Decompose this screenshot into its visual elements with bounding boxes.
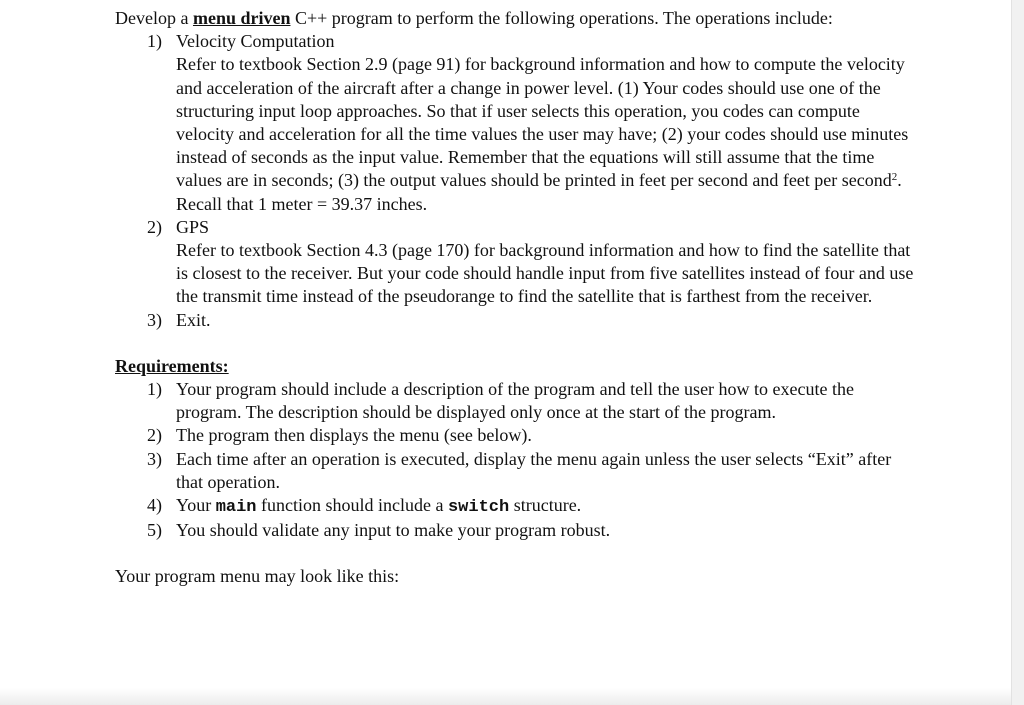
code-switch: switch [447,498,510,518]
requirement-number: 2) [147,425,162,446]
requirement-text [176,495,582,518]
requirement-number: 4) [147,495,162,516]
operation-number: 1) [147,31,162,52]
operation-item-velocity [115,30,915,216]
requirement-number: 1) [147,379,162,400]
requirement-text-pre: Your [176,495,216,516]
closing-line: Your program menu may look like this: [115,566,400,587]
intro-emphasis: menu driven [192,8,291,28]
operation-description: Refer to textbook Section 4.3 (page 170) for background information and how to find the satellite that is closest to the receiver. But your code should handle input from five satellites instead of four and use the transmit time instead of the pseudorange to find the satellite that is farthest from the receiver. [176,240,914,307]
operation-description [176,53,915,215]
code-main: main [215,498,257,518]
intro-text-before: Develop a [115,8,193,28]
scrollbar-track[interactable] [1011,0,1024,705]
requirement-text-mid: function should include a [256,495,448,516]
operation-title: Velocity Computation [176,31,335,52]
intro-paragraph [115,7,915,30]
requirement-text: Each time after an operation is executed, display the menu again unless the user selects “Exit” after that operation. [176,448,892,492]
requirement-text-post: structure. [509,495,582,516]
requirement-text: Your program should include a description of the program and tell the user how to execute the program. The description should be displayed only once at the start of the program. [176,379,854,423]
requirement-item [115,448,915,494]
operation-description-main: Refer to textbook Section 2.9 (page 91) for background information and how to compute the velocity and acceleration of the aircraft after a change in power level. (1) Your codes should use one of the structuring input loop approaches. So that if user selects this operation, you codes can compute velocity and acceleration for all the time values the user may have; (2) your codes should use minutes instead of seconds as the input value. Remember that the equations will still assume that the time values are in seconds; (3) the output values should be printed in feet per second and feet per second [176,54,909,191]
operation-number: 3) [147,309,162,330]
bottom-edge [0,688,1011,705]
requirement-text: You should validate any input to make your program robust. [176,520,611,541]
operation-item-exit [115,309,915,332]
requirements-list [115,378,915,542]
requirement-number: 3) [147,448,162,469]
requirement-item [115,494,915,519]
operation-item-gps [115,216,915,309]
intro-text-after: C++ program to perform the following operations. The operations include: [290,8,833,28]
requirement-item [115,424,915,447]
operation-number: 2) [147,216,162,237]
operation-title: Exit. [176,309,211,330]
operations-list [115,30,915,332]
superscript-2: 2 [891,171,898,184]
requirement-item [115,519,915,542]
requirement-number: 5) [147,520,162,541]
requirements-heading: Requirements: [115,355,229,376]
operation-description-tail: . Recall that 1 meter = 39.37 inches. [176,170,902,214]
requirement-text: The program then displays the menu (see below). [176,425,532,446]
requirement-item [115,378,915,424]
operation-title: GPS [176,216,210,237]
document-content [115,7,915,607]
